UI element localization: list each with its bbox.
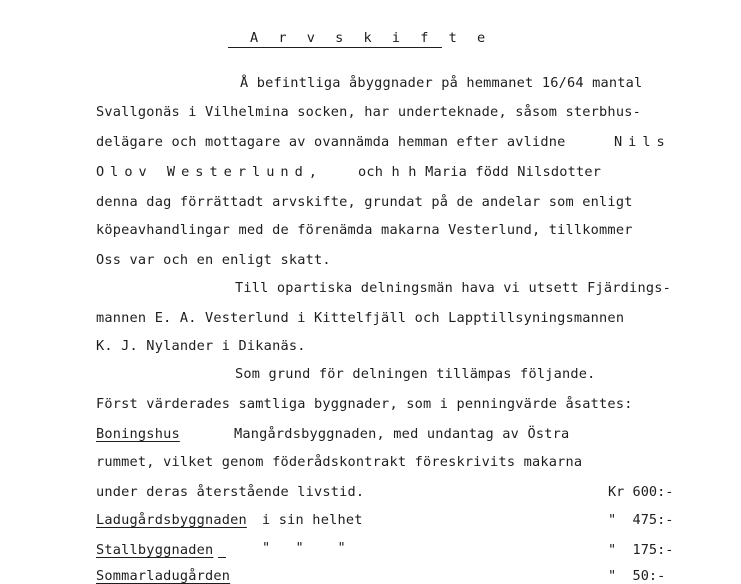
item-boningshus-desc: Mangårdsbyggnaden, med undantag av Östra [234,426,570,442]
text-line-4b: och h h Maria född Nilsdotter [358,164,602,180]
item-sommarladugard-label: Sommarladugården [96,568,231,584]
text-line-3: delägare och mottagare av ovannämda hemman efter avlidne [96,134,566,150]
text-line-2: Svallgonäs i Vilhelmina socken, har underteknade, såsom sterbhus- [96,104,641,120]
text-line-6: köpeavhandlingar med de förenämda makarna Vesterlund, tillkommer [96,222,633,238]
item-stall-underline-extension [218,557,226,558]
item-sommarladugard-amount: " 50:- [608,568,666,584]
item-stall-amount: " 175:- [608,542,674,558]
item-stall-note: " " " [262,540,346,556]
text-line-12: Först värderades samtliga byggnader, som i penningvärde åsattes: [96,396,633,412]
text-name-olov: Olov Westerlund, [96,164,323,180]
text-line-15: under deras återstående livstid. [96,484,365,500]
text-name-nils: Nils [614,134,671,150]
text-line-14: rummet, vilket genom föderådskontrakt föreskrivits makarna [96,454,583,470]
item-ladugard-amount: " 475:- [608,512,674,528]
text-line-11: Som grund för delningen tillämpas följande. [235,366,596,382]
text-line-9: mannen E. A. Vesterlund i Kittelfjäll och Lapptillsyningsmannen [96,310,625,326]
text-line-1: Å befintliga åbyggnader på hemmanet 16/64 mantal [240,75,643,91]
text-line-5: denna dag förrättadt arvskifte, grundat på de andelar som enligt [96,194,633,210]
item-ladugard-label: Ladugårdsbyggnaden [96,512,247,528]
title-underline [228,47,442,48]
text-line-8: Till opartiska delningsmän hava vi utsett Fjärdings- [235,280,671,296]
item-ladugard-note: i sin helhet [262,512,363,528]
item-boningshus-label: Boningshus [96,426,180,442]
item-stall-label: Stallbyggnaden [96,542,214,558]
document-title: A r v s k i f t e [250,30,492,46]
text-line-10: K. J. Nylander i Dikanäs. [96,338,306,354]
item-boningshus-amount: Kr 600:- [608,484,674,500]
text-line-7: Oss var och en enligt skatt. [96,252,331,268]
